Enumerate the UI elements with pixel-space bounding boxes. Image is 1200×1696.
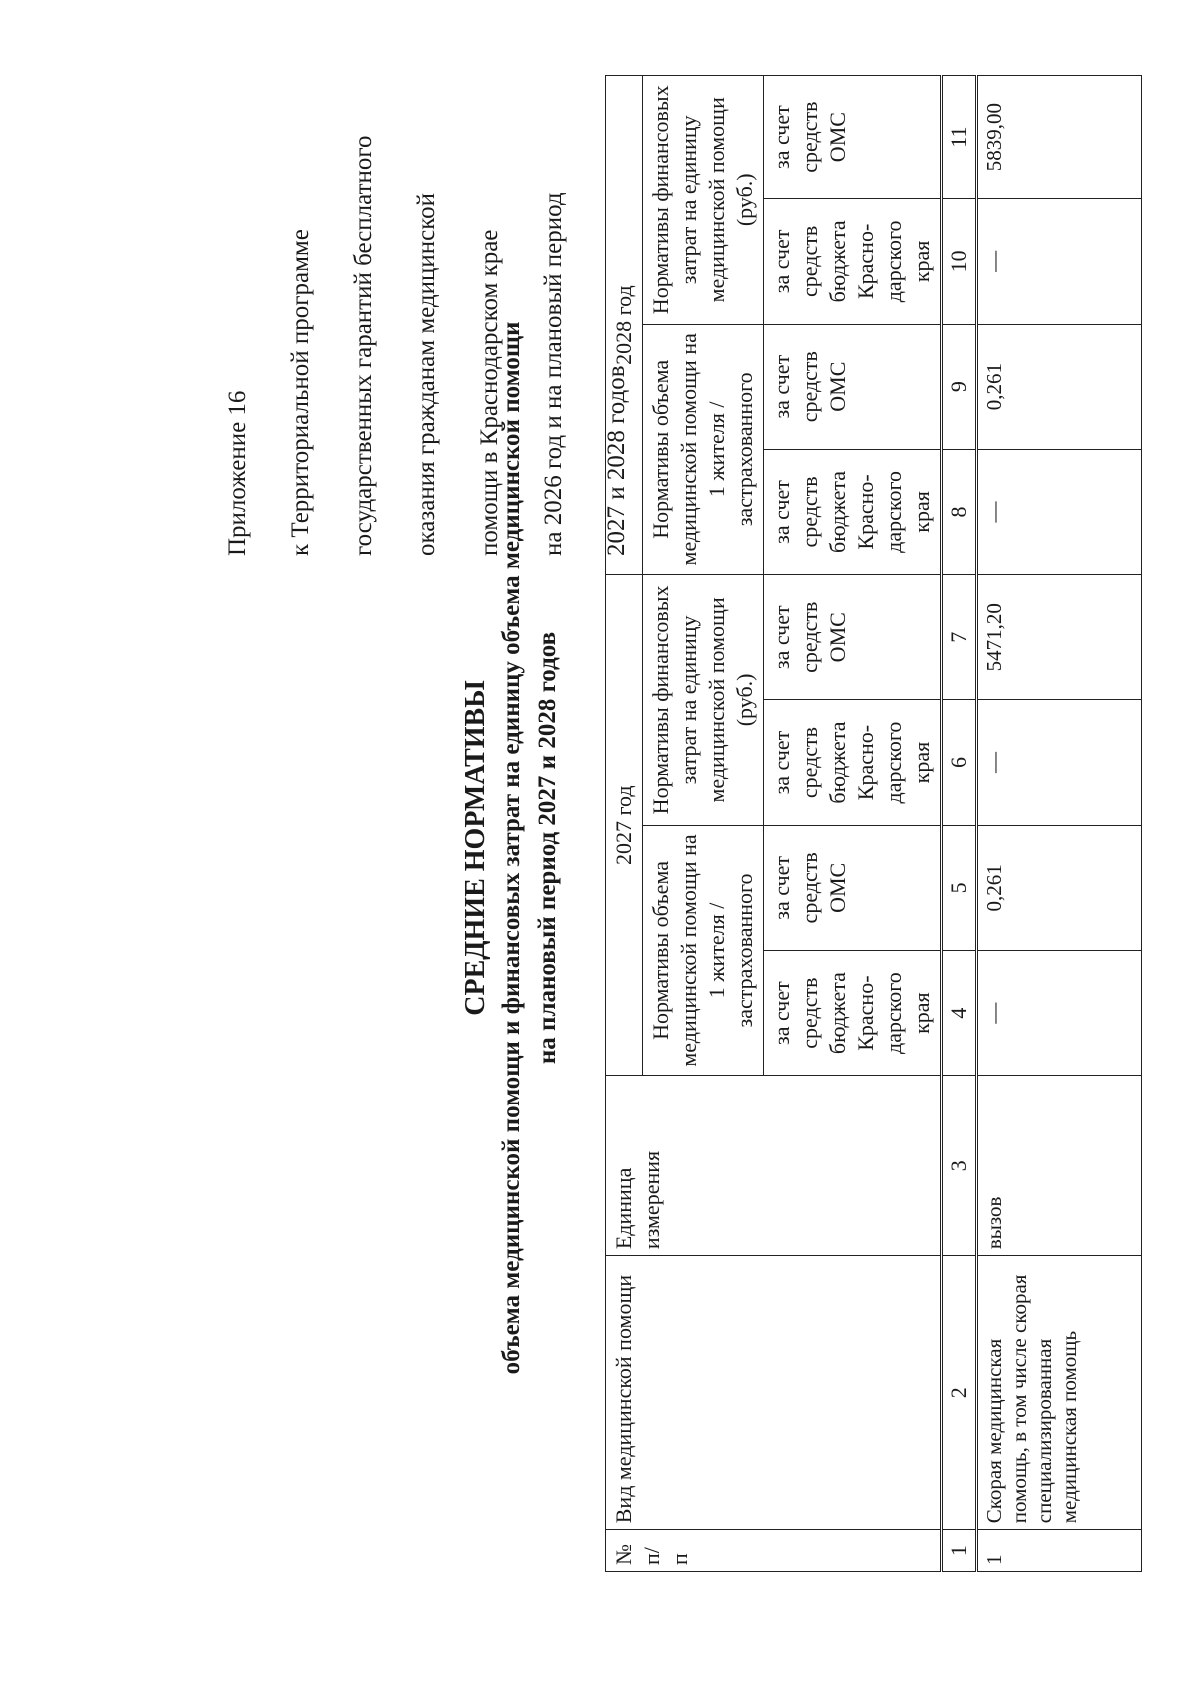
header-source-budget: за счет средств бюджета Красно-дарского края [764, 700, 942, 825]
header-source-budget: за счет средств бюджета Красно-дарского края [764, 449, 942, 574]
appendix-line: оказания гражданам медицинской [413, 192, 441, 556]
column-number: 3 [942, 1076, 977, 1256]
appendix-line: Приложение 16 [223, 390, 251, 556]
column-number: 11 [942, 76, 977, 199]
column-number: 6 [942, 700, 977, 825]
column-number: 4 [942, 950, 977, 1075]
appendix-reference [190, 86, 664, 556]
header-source-oms: за счет средств ОМС [764, 76, 942, 199]
row-cost-2028-budget: — [977, 199, 1142, 324]
document-title: СРЕДНИЕ НОРМАТИВЫ [460, 680, 491, 1016]
appendix-line: к Территориальной программе [286, 229, 314, 556]
header-source-budget: за счет средств бюджета Красно-дарского края [764, 199, 942, 324]
row-cost-2028-oms: 5839,00 [977, 76, 1142, 199]
document-subtitle: объема медицинской помощи и финансовых затрат на единицу объема медицинской помощи [498, 321, 525, 1375]
column-number: 7 [942, 575, 977, 700]
header-source-oms: за счет средств ОМС [764, 825, 942, 950]
document-heading [458, 0, 566, 1696]
header-cost-norm-2027: Нормативы финансовых затрат на единицу медицинской помощи (руб.) [643, 575, 764, 826]
row-number: 1 [977, 1530, 1142, 1572]
header-volume-norm-2027: Нормативы объема медицинской помощи на 1 жителя / застрахованного [643, 825, 764, 1076]
table-header-row [606, 76, 643, 1572]
row-volume-2028-oms: 0,261 [977, 324, 1142, 449]
header-source-budget: за счет средств бюджета Красно-дарского края [764, 950, 942, 1075]
column-number-row [942, 76, 977, 1572]
row-volume-2027-budget: — [977, 950, 1142, 1075]
header-cost-norm-2028: Нормативы финансовых затрат на единицу медицинской помощи (руб.) [643, 76, 764, 325]
header-unit: Единица измерения [606, 1076, 942, 1256]
column-number: 1 [942, 1530, 977, 1572]
document-subtitle-period: на плановый период 2027 и 2028 годов [534, 631, 561, 1065]
table-row [977, 76, 1142, 1572]
header-source-oms: за счет средств ОМС [764, 324, 942, 449]
norms-table [605, 75, 1142, 1572]
row-volume-2028-budget: — [977, 449, 1142, 574]
header-volume-norm-2028: Нормативы объема медицинской помощи на 1 жителя / застрахованного [643, 324, 764, 575]
column-number: 10 [942, 199, 977, 324]
column-number: 5 [942, 825, 977, 950]
header-source-oms: за счет средств ОМС [764, 575, 942, 700]
header-year-2027: 2027 год [606, 575, 643, 1076]
appendix-line: помощи в Краснодарском крае [476, 229, 504, 556]
row-unit: вызов [977, 1076, 1142, 1256]
appendix-line: на 2026 год и на плановый период [539, 192, 567, 556]
row-cost-2027-oms: 5471,20 [977, 575, 1142, 700]
row-cost-2027-budget: — [977, 700, 1142, 825]
header-care-type: Вид медицинской помощи [606, 1256, 942, 1530]
row-care-type: Скорая медицинская помощь, в том числе скорая специализированная медицинская помощь [977, 1256, 1142, 1530]
column-number: 8 [942, 449, 977, 574]
column-number: 9 [942, 324, 977, 449]
appendix-line: государственных гарантий бесплатного [349, 135, 377, 556]
appendix-line: 2027 и 2028 годов [602, 365, 630, 556]
header-number: № п/п [606, 1530, 942, 1572]
header-year-2028: 2028 год [606, 76, 643, 575]
column-number: 2 [942, 1256, 977, 1530]
row-volume-2027-oms: 0,261 [977, 825, 1142, 950]
